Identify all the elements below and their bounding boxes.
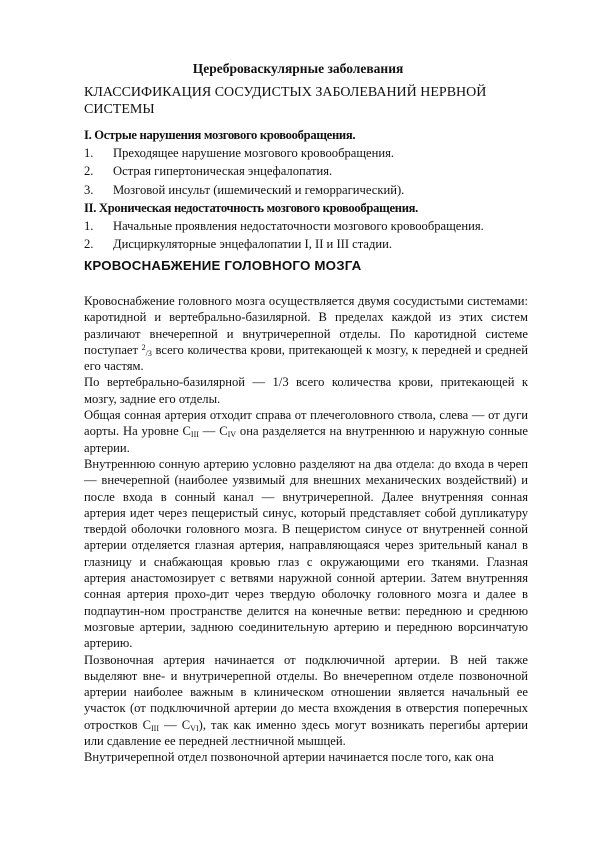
- paragraph: Внутреннюю сонную артерию условно разделяют на два отдела: до входа в череп — внечерепной (наиболее уязвимый для внешних механических воздействий) и после входа в сонный канал — внутричерепной. Далее внутренняя сонная артерия идет через пещеристый синус, который представляет собой дупликатуру твердой оболочки головного мозга. В пещеристом синусе от внутренней сонной артерии отделяется глазная артерия, направляющаяся через зрительный канал в глазницу и снабжающая кровью глаз с окружающими его тканями. Глазная артерия анастомозирует с ветвями наружной сонной артерии. Затем внутренняя сонная артерия прохо-дит через твердую оболочку головного мозга и далее в подпаутин-ном пространстве делится на конечные ветви: переднюю и среднюю мозговые артерии, заднюю соединительную артерию и переднюю ворсинчатую артерию.: [84, 456, 528, 651]
- paragraph-text: Кровоснабжение головного мозга осуществляется двумя сосудистыми системами: каротидной и вертебрально-базилярной. В пределах каждой из этих систем различают внечерепной и внутричерепной отделы. По каротидной системе поступает: [84, 294, 528, 357]
- vertebra-subscript: III: [151, 723, 159, 733]
- classification-outline: [84, 126, 534, 253]
- group-heading-acute: I. Острые нарушения мозгового кровообращения.: [84, 128, 356, 142]
- list-number: 1.: [84, 219, 94, 234]
- paragraph-text: ), так как именно здесь могут возникать перегибы артерии или сдавление ее передней лестничной мышцей.: [84, 717, 528, 749]
- list-item: [84, 144, 534, 162]
- paragraph-text: Общая сонная артерия отходит справа от плечеголовного ствола, слева — от дуги аорты. На уровне C: [84, 408, 528, 439]
- list-item: [84, 235, 534, 253]
- paragraph: По вертебрально-базилярной — 1/3 всего количества крови, притекающей к мозгу, задние его отделы.: [84, 375, 528, 406]
- list-text: Острая гипертоническая энцефалопатия.: [113, 164, 333, 179]
- paragraph-text: — C: [159, 717, 191, 732]
- document-title: Цереброваскулярные заболевания: [192, 61, 404, 76]
- vertebra-subscript: IV: [227, 430, 237, 440]
- list-number: 3.: [84, 182, 94, 197]
- classification-heading: КЛАССИФИКАЦИЯ СОСУДИСТЫХ ЗАБОЛЕВАНИЙ НЕРВНОЙ СИСТЕМЫ: [84, 85, 487, 117]
- list-number: 2.: [84, 237, 94, 252]
- list-number: 2.: [84, 164, 94, 179]
- paragraph: Внутричерепной отдел позвоночной артерии начинается после того, как она: [84, 750, 494, 765]
- list-item: [84, 162, 534, 180]
- paragraph-text: — C: [198, 424, 228, 439]
- fraction-denominator: /3: [145, 348, 152, 358]
- fraction-numerator: 2: [141, 342, 146, 352]
- list-text: Начальные проявления недостаточности мозгового кровообращения.: [113, 219, 484, 234]
- group-heading-chronic: II. Хроническая недостаточность мозгового кровообращения.: [84, 200, 419, 215]
- list-text: Мозговой инсульт (ишемический и геморрагический).: [113, 182, 405, 197]
- list-number: 1.: [84, 146, 94, 161]
- list-text: Преходящее нарушение мозгового кровообращения.: [113, 146, 395, 161]
- paragraph-text: она разделяется на внутреннюю и наружную сонные артерии.: [84, 424, 528, 455]
- vertebra-subscript: III: [190, 430, 199, 440]
- list-text: Дисциркуляторные энцефалопатии I, II и III стадии.: [113, 237, 393, 252]
- section-heading: КРОВОСНАБЖЕНИЕ ГОЛОВНОГО МОЗГА: [84, 258, 362, 273]
- paragraph: [84, 293, 528, 374]
- vertebra-subscript: VI: [190, 723, 199, 733]
- list-item: [84, 181, 534, 199]
- paragraph: [84, 407, 528, 456]
- body-text: [84, 293, 528, 766]
- paragraph-text: всего количества крови, притекающей к мозгу, к передней и средней его частям.: [84, 342, 528, 374]
- list-item: [84, 217, 534, 235]
- paragraph: [84, 652, 528, 750]
- paragraph-text: Позвоночная артерия начинается от подключичной артерии. В ней также выделяют вне- и внутричерепной отделы. Во внечерепном отделе позвоночной артерии наиболее важным в клиническом отношении является начальный ее участок (от подключичной артерии до места вхождения в отверстия поперечных отростков C: [84, 652, 528, 732]
